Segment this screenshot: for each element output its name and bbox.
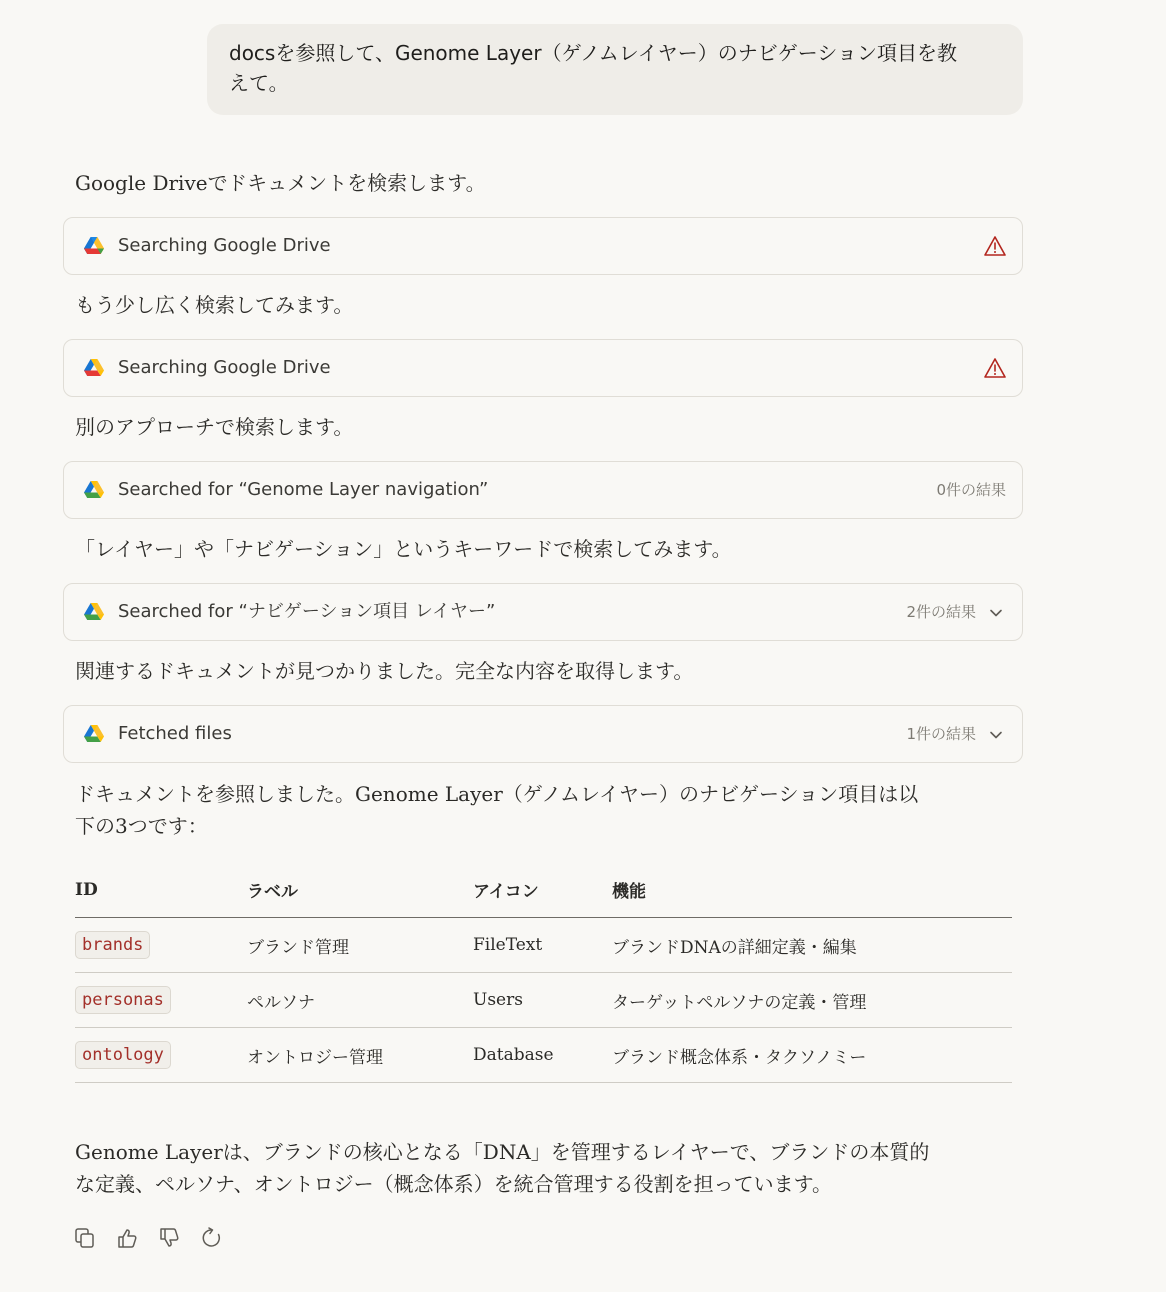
cell-label: ペルソナ (247, 973, 473, 1028)
table-row (75, 918, 1012, 973)
column-header-label: ラベル (247, 862, 473, 918)
cell-id (75, 973, 247, 1028)
cell-icon: FileText (473, 918, 612, 973)
google-drive-icon (84, 237, 104, 255)
chevron-down-icon[interactable] (988, 727, 1004, 743)
assistant-text-another-approach: 別のアプローチで検索します。 (75, 415, 354, 439)
cell-icon: Database (473, 1028, 612, 1083)
assistant-text-summary-intro (75, 778, 918, 842)
google-drive-icon (84, 603, 104, 621)
cell-function: ブランドDNAの詳細定義・編集 (612, 918, 1012, 973)
assistant-text-search-drive: Google Driveでドキュメントを検索します。 (75, 171, 486, 195)
cell-function: ターゲットペルソナの定義・管理 (612, 973, 1012, 1028)
tool-call-card-4[interactable] (63, 583, 1023, 641)
user-message-line-2: えて。 (229, 71, 289, 95)
cell-label: オントロジー管理 (247, 1028, 473, 1083)
retry-icon[interactable] (201, 1227, 223, 1249)
id-code-chip: personas (75, 986, 171, 1014)
assistant-text-keyword-search: 「レイヤー」や「ナビゲーション」というキーワードで検索してみます。 (75, 537, 732, 561)
conclusion-line-2: な定義、ペルソナ、オントロジー（概念体系）を統合管理する役割を担っています。 (75, 1172, 832, 1196)
result-count: 2件の結果 (906, 603, 976, 621)
thumbs-up-icon[interactable] (116, 1227, 138, 1249)
column-header-function: 機能 (612, 862, 1012, 918)
column-header-icon: アイコン (473, 862, 612, 918)
navigation-items-table (75, 862, 1012, 1083)
user-message-bubble (207, 24, 1023, 115)
assistant-text-broader-search: もう少し広く検索してみます。 (75, 293, 354, 317)
result-count: 0件の結果 (936, 481, 1006, 499)
summary-intro-line-1: ドキュメントを参照しました。Genome Layer（ゲノムレイヤー）のナビゲーション項目は以 (75, 782, 919, 806)
column-header-id: ID (75, 862, 247, 918)
tool-call-card-2[interactable] (63, 339, 1023, 397)
cell-label: ブランド管理 (247, 918, 473, 973)
result-count: 1件の結果 (906, 725, 976, 743)
user-message-line-1: docsを参照して、Genome Layer（ゲノムレイヤー）のナビゲーション項目を教 (229, 41, 957, 65)
tool-call-card-5[interactable] (63, 705, 1023, 763)
tool-call-card-3[interactable] (63, 461, 1023, 519)
copy-icon[interactable] (74, 1227, 96, 1249)
warning-icon (984, 235, 1006, 257)
google-drive-icon (84, 725, 104, 743)
warning-icon (984, 357, 1006, 379)
google-drive-icon (84, 359, 104, 377)
tool-call-label: Searched for “ナビゲーション項目 レイヤー” (118, 601, 496, 622)
assistant-text-conclusion (75, 1136, 929, 1200)
table-row (75, 973, 1012, 1028)
tool-call-label: Searched for “Genome Layer navigation” (118, 479, 489, 500)
tool-call-card-1[interactable] (63, 217, 1023, 275)
cell-icon: Users (473, 973, 612, 1028)
tool-call-label: Fetched files (118, 723, 232, 744)
tool-call-label: Searching Google Drive (118, 357, 331, 378)
cell-id (75, 918, 247, 973)
cell-function: ブランド概念体系・タクソノミー (612, 1028, 1012, 1083)
conclusion-line-1: Genome Layerは、ブランドの核心となる「DNA」を管理するレイヤーで、ブランドの本質的 (75, 1140, 930, 1164)
cell-id (75, 1028, 247, 1083)
table-row (75, 1028, 1012, 1083)
tool-call-label: Searching Google Drive (118, 235, 331, 256)
id-code-chip: ontology (75, 1041, 171, 1069)
summary-intro-line-2: 下の3つです： (75, 814, 208, 838)
table-header-row (75, 862, 1012, 918)
thumbs-down-icon[interactable] (158, 1227, 180, 1249)
assistant-text-found-documents: 関連するドキュメントが見つかりました。完全な内容を取得します。 (75, 659, 694, 683)
chevron-down-icon[interactable] (988, 605, 1004, 621)
id-code-chip: brands (75, 931, 150, 959)
google-drive-icon (84, 481, 104, 499)
